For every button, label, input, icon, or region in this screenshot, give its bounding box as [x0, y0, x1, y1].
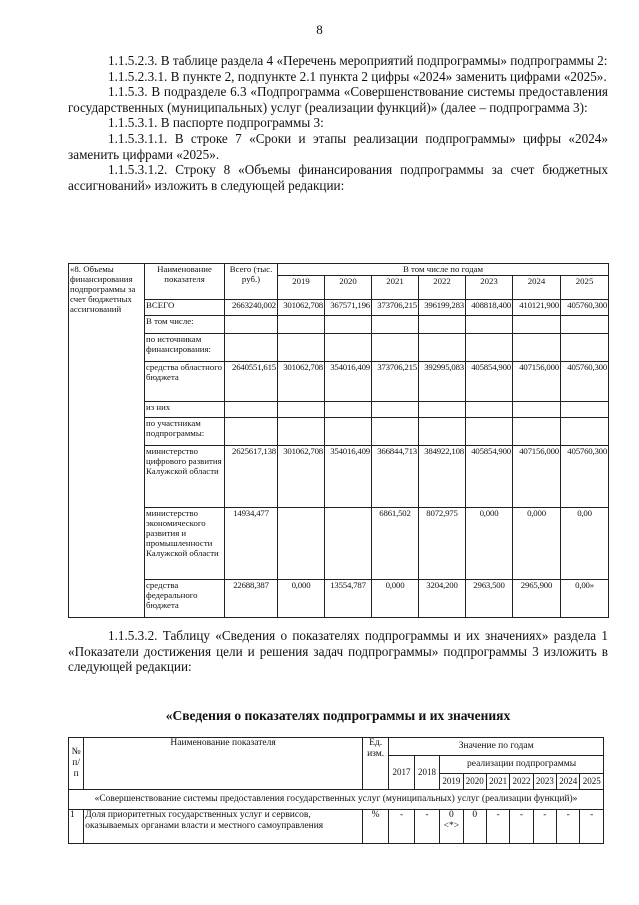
value-cell: 8072,975 — [419, 508, 466, 580]
table-row — [69, 810, 604, 844]
value-cell: - — [580, 810, 604, 844]
value-cell: 405854,900 — [466, 362, 513, 402]
row-total: 2625617,138 — [225, 446, 278, 508]
paragraph: 1.1.5.3. В подразделе 6.3 «Подпрограмма «Совершенствование системы предоставления государственных (муниципальных) услуг (реализации функций)» (далее – подпрограмма 3): — [68, 84, 608, 115]
value-cell: 407156,000 — [513, 446, 561, 508]
value-cell: 384922,108 — [419, 446, 466, 508]
year-header: 2024 — [557, 774, 580, 790]
paragraph: 1.1.5.3.1. В паспорте подпрограммы 3: — [108, 115, 324, 131]
value-cell: 354016,409 — [325, 362, 372, 402]
value-cell: 405760,300 — [561, 362, 609, 402]
row-no: 1 — [69, 810, 84, 844]
row-name: министерство цифрового развития Калужской области — [145, 446, 225, 508]
year-header: 2019 — [278, 276, 325, 300]
table-row — [69, 362, 609, 402]
row-total: 2663240,002 — [225, 300, 278, 316]
financing-table — [68, 263, 609, 618]
value-cell: 6861,502 — [372, 508, 419, 580]
value-cell: 366844,713 — [372, 446, 419, 508]
table-row — [69, 580, 609, 618]
value-cell: 0,00 — [561, 508, 609, 580]
value-cell: 410121,900 — [513, 300, 561, 316]
table-row — [69, 300, 609, 316]
year-header: 2020 — [463, 774, 486, 790]
value-cell: 405760,300 — [561, 300, 609, 316]
value-cell: 0,000 — [278, 580, 325, 618]
row-total: 14934,477 — [225, 508, 278, 580]
col-header-years-group: В том числе по годам — [278, 264, 609, 276]
paragraph: 1.1.5.2.3. В таблице раздела 4 «Перечень мероприятий подпрограммы» подпрограммы 2: — [108, 53, 608, 68]
table-row — [69, 418, 609, 446]
paragraph: 1.1.5.3.1.2. Строку 8 «Объемы финансирования подпрограммы за счет бюджетных ассигнований» изложить в следующей редакции: — [68, 162, 608, 193]
value-text: 0 — [448, 810, 454, 820]
year-header: 2024 — [513, 276, 561, 300]
value-cell: 0 — [463, 810, 486, 844]
row-name: средства областного бюджета — [145, 362, 225, 402]
value-cell: 13554,787 — [325, 580, 372, 618]
value-cell: 0,00» — [561, 580, 609, 618]
value-cell: 405760,300 — [561, 446, 609, 508]
col-header-impl: реализации подпрограммы — [440, 756, 604, 774]
value-cell: 2965,900 — [513, 580, 561, 618]
col-header-no: № п/п — [69, 738, 84, 790]
amendment-paragraph-2 — [68, 628, 608, 675]
row-unit: % — [362, 810, 388, 844]
year-header: 2022 — [510, 774, 533, 790]
year-header: 2021 — [372, 276, 419, 300]
row-name: Доля приоритетных государственных услуг и сервисов, оказываемых органами власти и местного самоуправления — [84, 810, 363, 844]
table-row — [69, 508, 609, 580]
year-header: 2018 — [414, 756, 439, 790]
col-header-total: Всего (тыс. руб.) — [225, 264, 278, 300]
year-header: 2017 — [389, 756, 414, 790]
value-cell: - — [557, 810, 580, 844]
table-row — [69, 334, 609, 362]
value-cell: 0,000 — [466, 508, 513, 580]
col-header-name: Наименование показателя — [84, 738, 363, 790]
year-header: 2023 — [533, 774, 556, 790]
value-cell: 373706,215 — [372, 300, 419, 316]
value-cell: 301062,708 — [278, 300, 325, 316]
year-header: 2023 — [466, 276, 513, 300]
row-name: по источникам финансирования: — [145, 334, 225, 362]
year-header: 2019 — [440, 774, 463, 790]
row-total: 2640551,615 — [225, 362, 278, 402]
value-cell — [325, 508, 372, 580]
year-header: 2021 — [486, 774, 509, 790]
value-cell: 396199,283 — [419, 300, 466, 316]
section-row: «Совершенствование системы предоставления государственных услуг (муниципальных) услуг (реализации функций)» — [69, 790, 604, 810]
value-cell: - — [486, 810, 509, 844]
value-cell: 392995,083 — [419, 362, 466, 402]
financing-row-label: «8. Объемы финансирования подпрограммы за счет бюджетных ассигнований — [69, 264, 145, 618]
col-header-name: Наименование показателя — [145, 264, 225, 300]
table-row — [69, 316, 609, 334]
value-cell: 354016,409 — [325, 446, 372, 508]
paragraph: 1.1.5.3.1.1. В строке 7 «Сроки и этапы реализации подпрограммы» цифры «2024» заменить цифрами «2025». — [68, 130, 608, 162]
indicators-title: «Сведения о показателях подпрограммы и их значениях — [165, 708, 511, 723]
row-name: ВСЕГО — [145, 300, 225, 316]
value-cell: 3204,200 — [419, 580, 466, 618]
value-cell: - — [389, 810, 414, 844]
table-row — [69, 446, 609, 508]
row-name: из них — [145, 402, 225, 418]
year-header: 2025 — [580, 774, 604, 790]
paragraph: 1.1.5.3.2. Таблицу «Сведения о показателях подпрограммы и их значениях» раздела 1 «Показатели достижения цели и решения задач подпрограммы» подпрограммы 3 изложить в следующей редакции: — [68, 628, 608, 675]
value-cell: - — [533, 810, 556, 844]
paragraph: 1.1.5.2.3.1. В пункте 2, подпункте 2.1 пункта 2 цифры «2024» заменить цифрами «2025». — [108, 68, 607, 84]
row-name: средства федерального бюджета — [145, 580, 225, 618]
year-header: 2022 — [419, 276, 466, 300]
row-name: В том числе: — [145, 316, 225, 334]
col-header-values: Значение по годам — [389, 738, 604, 756]
value-cell: 405854,900 — [466, 446, 513, 508]
value-cell — [440, 810, 463, 844]
value-cell: 301062,708 — [278, 362, 325, 402]
value-cell: 408818,400 — [466, 300, 513, 316]
row-name: министерство экономического развития и промышленности Калужской области — [145, 508, 225, 580]
table-row — [69, 402, 609, 418]
row-total: 22688,387 — [225, 580, 278, 618]
year-header: 2020 — [325, 276, 372, 300]
row-name: по участникам подпрограммы: — [145, 418, 225, 446]
col-header-unit: Ед. изм. — [362, 738, 388, 790]
value-cell: - — [510, 810, 533, 844]
value-cell: - — [414, 810, 439, 844]
value-cell: 0,000 — [513, 508, 561, 580]
value-cell: 301062,708 — [278, 446, 325, 508]
value-cell: 367571,196 — [325, 300, 372, 316]
value-cell: 2963,500 — [466, 580, 513, 618]
footnote-mark: <*> — [443, 821, 460, 831]
value-cell: 373706,215 — [372, 362, 419, 402]
amendment-paragraphs — [68, 53, 608, 193]
year-header: 2025 — [561, 276, 609, 300]
value-cell — [278, 508, 325, 580]
value-cell: 0,000 — [372, 580, 419, 618]
indicators-table — [68, 737, 604, 844]
value-cell: 407156,000 — [513, 362, 561, 402]
page-number: 8 — [316, 22, 323, 37]
